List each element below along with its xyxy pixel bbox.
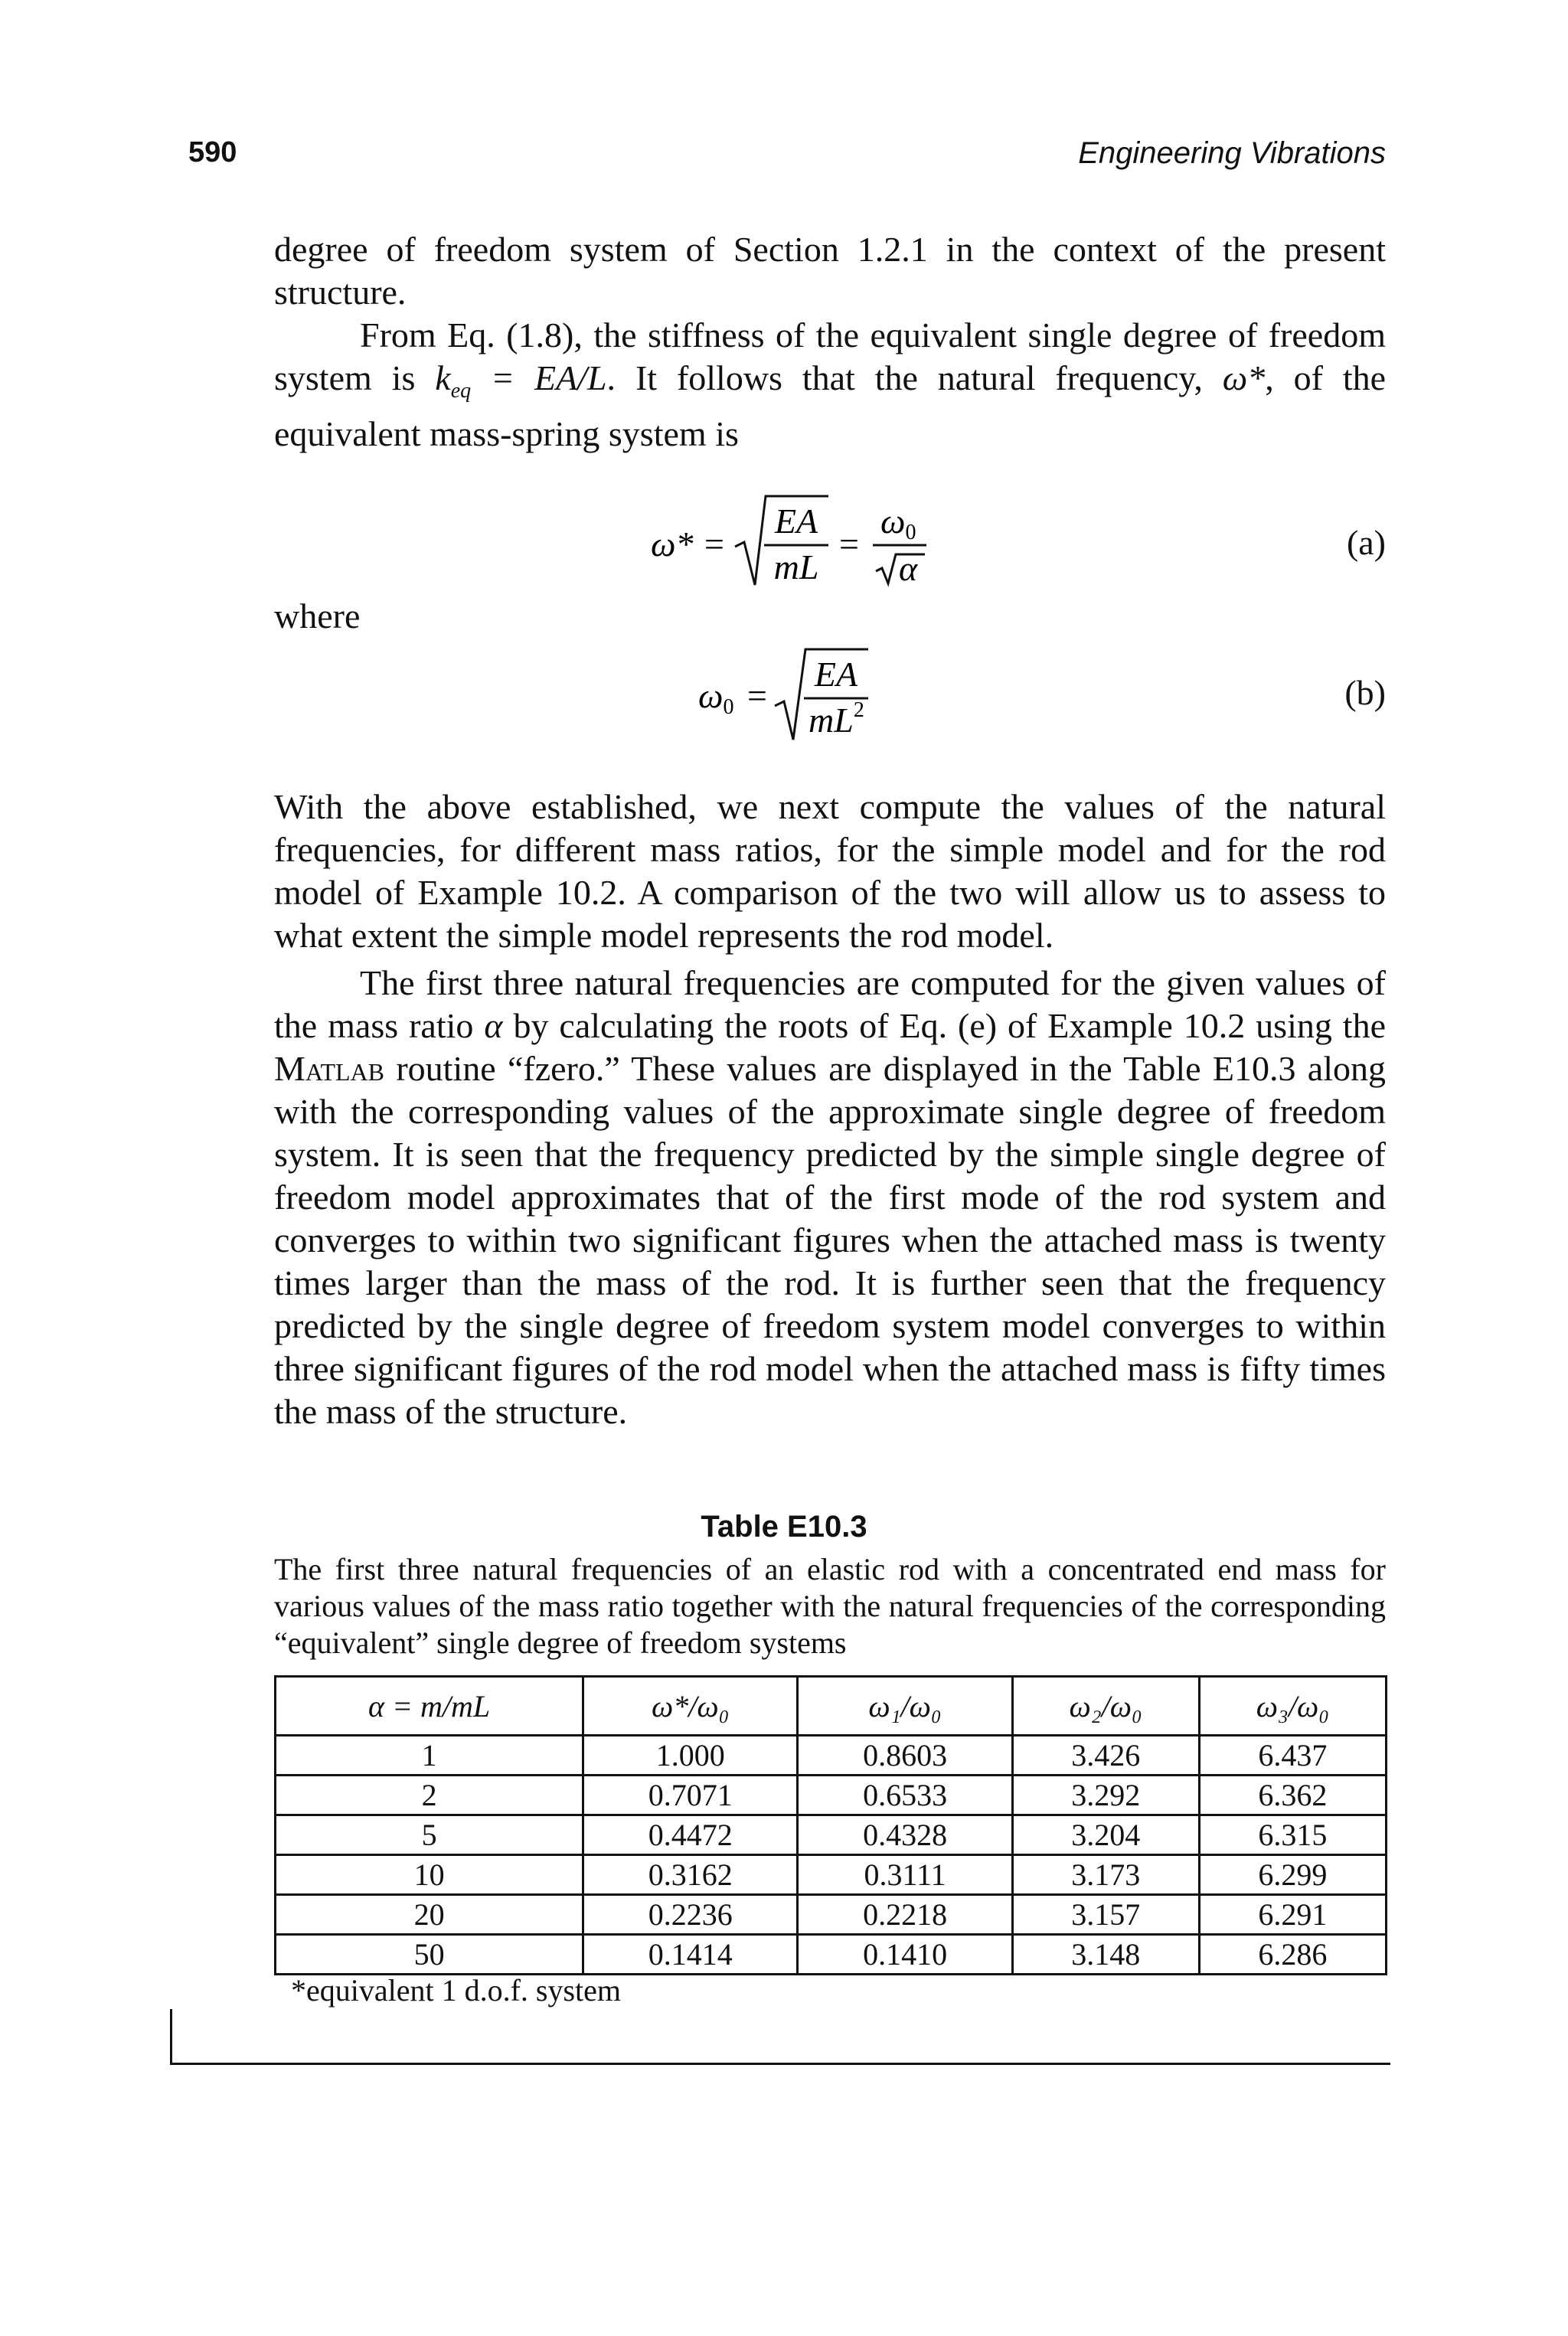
table-cell: 3.204	[1012, 1815, 1199, 1855]
table-header-row	[276, 1677, 1387, 1736]
table-cell: 6.315	[1199, 1815, 1386, 1855]
table-caption	[274, 1551, 1386, 1661]
para2-start: From Eq. (1.8), the stiffness of the equivalent single degree of freedom system is	[274, 315, 1386, 397]
table-caption-text: The first three natural frequencies of an elastic rod with a concentrated end mass for various values of the mass ratio together with the natural frequencies of the corresponding “equivalent” single degree of freedom systems	[274, 1552, 1386, 1660]
table-cell: 0.4472	[583, 1815, 798, 1855]
header-omega-1: ω₁/ω₀	[798, 1677, 1012, 1736]
running-title: Engineering Vibrations	[1078, 136, 1386, 170]
table-cell: 1	[276, 1736, 583, 1776]
equation-b	[698, 642, 897, 749]
equation-label-b: (b)	[1344, 673, 1386, 712]
para2-mid: . It follows that the natural frequency,	[606, 358, 1203, 397]
table-cell: 0.4328	[798, 1815, 1012, 1855]
table-cell: 50	[276, 1935, 583, 1975]
paragraph-results	[274, 962, 1386, 1433]
header-mass-ratio: α = m/mL	[276, 1677, 583, 1736]
table-cell: 0.7071	[583, 1776, 798, 1815]
where-word: where	[274, 596, 361, 635]
eq-b-equals: =	[747, 676, 767, 715]
table-cell: 3.157	[1012, 1895, 1199, 1935]
table-cell: 0.3162	[583, 1855, 798, 1895]
table-cell: 6.437	[1199, 1736, 1386, 1776]
k-eq-symbol: $k_{eq} = EA/L$	[435, 358, 607, 403]
table-row	[276, 1935, 1387, 1975]
paragraph-text: degree of freedom system of Section 1.2.1 in the context of the present structure.	[274, 230, 1386, 312]
bottom-rule-vertical	[170, 2009, 172, 2064]
frequency-table	[274, 1675, 1387, 1975]
table-cell: 1.000	[583, 1736, 798, 1776]
table-cell: 0.8603	[798, 1736, 1012, 1776]
table-cell: 3.426	[1012, 1736, 1199, 1776]
table-row	[276, 1736, 1387, 1776]
matlab-word: Matlab	[274, 1049, 385, 1088]
para4-mid: by calculating the roots of Eq. (e) of Example 10.2 using the	[513, 1006, 1387, 1045]
header-omega-star: ω*/ω₀	[583, 1677, 798, 1736]
table-cell: 0.1414	[583, 1935, 798, 1975]
paragraph-intro	[274, 228, 1386, 314]
table-cell: 3.148	[1012, 1935, 1199, 1975]
table-cell: 0.1410	[798, 1935, 1012, 1975]
table-cell: 6.299	[1199, 1855, 1386, 1895]
table-row	[276, 1895, 1387, 1935]
table-cell: 3.173	[1012, 1855, 1199, 1895]
eq-b-lhs: ω0	[698, 676, 734, 719]
table-cell: 20	[276, 1895, 583, 1935]
table-cell: 6.286	[1199, 1935, 1386, 1975]
table-cell: 6.291	[1199, 1895, 1386, 1935]
eq-a-denominator2: α	[899, 549, 918, 588]
eq-a-lhs: ω* =	[651, 524, 727, 564]
page-number: 590	[188, 136, 237, 168]
eq-a-denominator: mL	[773, 547, 819, 586]
eq-a-numerator2: ω0	[880, 502, 916, 544]
paragraph-text: With the above established, we next compute the values of the natural frequencies, for different mass ratios, for the simple model and for the rod model of Example 10.2. A comparison of the two will allow us to assess to what extent the simple model represents the rod model.	[274, 787, 1386, 955]
para4-end: routine “fzero.” These values are displayed in the Table E10.3 along with the corresponding values of the approximate single degree of freedom system. It is seen that the frequency predicted by the simple single degree of freedom model approximates that of the first mode of the rod system and converges to within two significant figures when the attached mass is twenty times larger than the mass of the rod. It is further seen that the frequency predicted by the single degree of freedom system model converges to within three significant figures of the rod model when the attached mass is fifty times the mass of the structure.	[274, 1049, 1387, 1431]
table-cell: 6.362	[1199, 1776, 1386, 1815]
table-cell: 10	[276, 1855, 583, 1895]
table-row	[276, 1855, 1387, 1895]
table-row	[276, 1776, 1387, 1815]
table-cell: 5	[276, 1815, 583, 1855]
eq-b-numerator: EA	[814, 655, 858, 694]
table-cell: 0.3111	[798, 1855, 1012, 1895]
omega-star-symbol: ω*	[1222, 358, 1266, 397]
alpha-symbol: α	[484, 1006, 503, 1045]
eq-a-numerator: EA	[774, 502, 818, 541]
equation-a	[651, 488, 957, 596]
para4-start: The first three natural frequencies are computed for the given values of the mass ratio	[274, 963, 1386, 1045]
table-footnote: *equivalent 1 d.o.f. system	[291, 1973, 622, 2008]
eq-b-denominator: $mL^2$	[808, 698, 864, 740]
table-cell: 0.2236	[583, 1895, 798, 1935]
bottom-rule-horizontal	[170, 2063, 1390, 2065]
table-cell: 0.2218	[798, 1895, 1012, 1935]
equation-label-a: (a)	[1346, 523, 1386, 562]
table-row	[276, 1815, 1387, 1855]
table-title: Table E10.3	[701, 1510, 867, 1544]
table-cell: 0.6533	[798, 1776, 1012, 1815]
eq-a-equals: =	[839, 524, 859, 564]
paragraph-comparison	[274, 786, 1386, 957]
table-cell: 3.292	[1012, 1776, 1199, 1815]
header-omega-2: ω₂/ω₀	[1012, 1677, 1199, 1736]
table-cell: 2	[276, 1776, 583, 1815]
header-omega-3: ω₃/ω₀	[1199, 1677, 1386, 1736]
paragraph-stiffness	[274, 314, 1386, 456]
para2-end: , of the equivalent mass-spring system is	[274, 358, 1387, 453]
